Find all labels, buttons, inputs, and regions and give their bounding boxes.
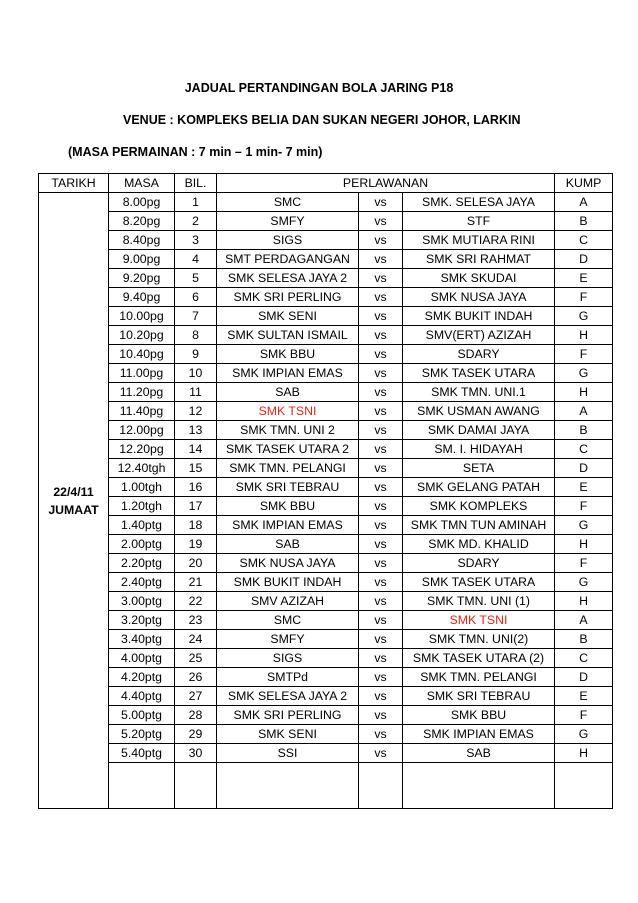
away-team-cell: SMK KOMPLEKS	[403, 497, 555, 516]
away-team-cell: SDARY	[403, 345, 555, 364]
home-team-cell: SMK TASEK UTARA 2	[217, 440, 359, 459]
home-team-cell: SMT PERDAGANGAN	[217, 250, 359, 269]
table-row	[39, 459, 613, 478]
time-cell: 2.40ptg	[109, 573, 175, 592]
vs-cell: vs	[359, 231, 403, 250]
time-cell: 8.00pg	[109, 193, 175, 212]
vs-cell: vs	[359, 459, 403, 478]
away-team-cell: SMK BBU	[403, 706, 555, 725]
home-team-cell: SMFY	[217, 630, 359, 649]
group-cell: E	[555, 478, 613, 497]
away-team-cell: SMK TMN. UNI (1)	[403, 592, 555, 611]
match-number-cell: 2	[175, 212, 217, 231]
match-number-cell: 23	[175, 611, 217, 630]
match-number-cell: 17	[175, 497, 217, 516]
home-team-cell: SAB	[217, 383, 359, 402]
home-team-cell: SMC	[217, 193, 359, 212]
match-number-cell: 21	[175, 573, 217, 592]
vs-cell: vs	[359, 516, 403, 535]
group-cell: G	[555, 573, 613, 592]
away-team-cell: SMK SKUDAI	[403, 269, 555, 288]
home-team-cell: SIGS	[217, 231, 359, 250]
vs-cell: vs	[359, 383, 403, 402]
table-row	[39, 516, 613, 535]
match-day: JUMAAT	[48, 502, 99, 517]
table-row	[39, 554, 613, 573]
match-number-cell: 20	[175, 554, 217, 573]
home-team-cell: SMK TMN. UNI 2	[217, 421, 359, 440]
table-row	[39, 231, 613, 250]
match-number-cell: 25	[175, 649, 217, 668]
match-number-cell: 11	[175, 383, 217, 402]
vs-cell: vs	[359, 725, 403, 744]
empty-cell	[359, 763, 403, 809]
away-team-cell: SMK USMAN AWANG	[403, 402, 555, 421]
table-row	[39, 744, 613, 763]
schedule-table	[38, 173, 613, 809]
home-team-cell: SMK BUKIT INDAH	[217, 573, 359, 592]
time-cell: 8.20pg	[109, 212, 175, 231]
time-cell: 1.00tgh	[109, 478, 175, 497]
header-time: MASA	[109, 174, 175, 193]
group-cell: C	[555, 231, 613, 250]
header-no: BIL.	[175, 174, 217, 193]
away-team-cell: SMV(ERT) AZIZAH	[403, 326, 555, 345]
empty-cell	[217, 763, 359, 809]
time-cell: 11.40pg	[109, 402, 175, 421]
time-cell: 10.00pg	[109, 307, 175, 326]
home-team-cell: SAB	[217, 535, 359, 554]
vs-cell: vs	[359, 706, 403, 725]
group-cell: F	[555, 288, 613, 307]
table-row	[39, 383, 613, 402]
time-cell: 12.00pg	[109, 421, 175, 440]
group-cell: A	[555, 611, 613, 630]
group-cell: H	[555, 535, 613, 554]
home-team-cell: SMK SRI PERLING	[217, 706, 359, 725]
schedule-body	[39, 193, 613, 809]
home-team-cell: SMK SENI	[217, 725, 359, 744]
home-team-cell: SMK SELESA JAYA 2	[217, 687, 359, 706]
empty-cell	[555, 763, 613, 809]
away-team-cell: SMK TMN TUN AMINAH	[403, 516, 555, 535]
group-cell: D	[555, 250, 613, 269]
away-team-cell: SMK MD. KHALID	[403, 535, 555, 554]
group-cell: G	[555, 307, 613, 326]
table-row	[39, 269, 613, 288]
home-team-cell: SMK TSNI	[217, 402, 359, 421]
home-team-cell: SMK SRI PERLING	[217, 288, 359, 307]
group-cell: E	[555, 269, 613, 288]
group-cell: E	[555, 687, 613, 706]
vs-cell: vs	[359, 497, 403, 516]
home-team-cell: SMK IMPIAN EMAS	[217, 364, 359, 383]
table-row	[39, 573, 613, 592]
home-team-cell: SMTPd	[217, 668, 359, 687]
match-number-cell: 24	[175, 630, 217, 649]
table-row	[39, 497, 613, 516]
match-date: 22/4/11	[53, 484, 94, 499]
away-team-cell: SMK TASEK UTARA	[403, 364, 555, 383]
vs-cell: vs	[359, 421, 403, 440]
vs-cell: vs	[359, 535, 403, 554]
time-cell: 8.40pg	[109, 231, 175, 250]
away-team-cell: SMK SRI TEBRAU	[403, 687, 555, 706]
vs-cell: vs	[359, 364, 403, 383]
away-team-cell: SMK SRI RAHMAT	[403, 250, 555, 269]
table-row	[39, 687, 613, 706]
away-team-cell: SMK TSNI	[403, 611, 555, 630]
time-cell: 11.20pg	[109, 383, 175, 402]
group-cell: A	[555, 193, 613, 212]
table-row	[39, 193, 613, 212]
header-match: PERLAWANAN	[217, 174, 555, 193]
time-cell: 5.00ptg	[109, 706, 175, 725]
away-team-cell: SMK TMN. UNI.1	[403, 383, 555, 402]
away-team-cell: STF	[403, 212, 555, 231]
table-row	[39, 611, 613, 630]
table-row	[39, 649, 613, 668]
table-row	[39, 630, 613, 649]
group-cell: G	[555, 516, 613, 535]
table-row	[39, 326, 613, 345]
time-cell: 2.00ptg	[109, 535, 175, 554]
time-cell: 3.40ptg	[109, 630, 175, 649]
away-team-cell: SMK NUSA JAYA	[403, 288, 555, 307]
match-number-cell: 15	[175, 459, 217, 478]
group-cell: B	[555, 212, 613, 231]
date-day-cell	[39, 193, 109, 809]
time-cell: 4.40ptg	[109, 687, 175, 706]
time-cell: 12.40tgh	[109, 459, 175, 478]
home-team-cell: SMK NUSA JAYA	[217, 554, 359, 573]
vs-cell: vs	[359, 611, 403, 630]
vs-cell: vs	[359, 630, 403, 649]
time-cell: 1.40ptg	[109, 516, 175, 535]
vs-cell: vs	[359, 554, 403, 573]
match-number-cell: 29	[175, 725, 217, 744]
away-team-cell: SDARY	[403, 554, 555, 573]
match-number-cell: 10	[175, 364, 217, 383]
time-cell: 11.00pg	[109, 364, 175, 383]
match-number-cell: 3	[175, 231, 217, 250]
home-team-cell: SMK IMPIAN EMAS	[217, 516, 359, 535]
home-team-cell: SIGS	[217, 649, 359, 668]
home-team-cell: SMC	[217, 611, 359, 630]
time-cell: 10.40pg	[109, 345, 175, 364]
empty-cell	[109, 763, 175, 809]
group-cell: F	[555, 345, 613, 364]
vs-cell: vs	[359, 307, 403, 326]
home-team-cell: SMK BBU	[217, 497, 359, 516]
document-title: JADUAL PERTANDINGAN BOLA JARING P18	[184, 81, 454, 95]
vs-cell: vs	[359, 269, 403, 288]
group-cell: H	[555, 383, 613, 402]
match-number-cell: 30	[175, 744, 217, 763]
group-cell: H	[555, 326, 613, 345]
match-number-cell: 27	[175, 687, 217, 706]
time-cell: 9.40pg	[109, 288, 175, 307]
match-number-cell: 16	[175, 478, 217, 497]
empty-cell	[403, 763, 555, 809]
table-row	[39, 592, 613, 611]
vs-cell: vs	[359, 193, 403, 212]
group-cell: F	[555, 497, 613, 516]
vs-cell: vs	[359, 744, 403, 763]
vs-cell: vs	[359, 592, 403, 611]
time-cell: 9.20pg	[109, 269, 175, 288]
home-team-cell: SMK BBU	[217, 345, 359, 364]
home-team-cell: SMK SULTAN ISMAIL	[217, 326, 359, 345]
table-row	[39, 706, 613, 725]
away-team-cell: SMK TASEK UTARA	[403, 573, 555, 592]
home-team-cell: SMK SRI TEBRAU	[217, 478, 359, 497]
match-number-cell: 6	[175, 288, 217, 307]
home-team-cell: SSI	[217, 744, 359, 763]
group-cell: C	[555, 440, 613, 459]
time-cell: 9.00pg	[109, 250, 175, 269]
table-row	[39, 307, 613, 326]
match-number-cell: 26	[175, 668, 217, 687]
group-cell: B	[555, 421, 613, 440]
home-team-cell: SMK TMN. PELANGI	[217, 459, 359, 478]
header-date: TARIKH	[39, 174, 109, 193]
away-team-cell: SMK BUKIT INDAH	[403, 307, 555, 326]
match-number-cell: 8	[175, 326, 217, 345]
vs-cell: vs	[359, 687, 403, 706]
group-cell: G	[555, 364, 613, 383]
table-row	[39, 345, 613, 364]
time-cell: 1.20tgh	[109, 497, 175, 516]
match-duration-line: (MASA PERMAINAN : 7 min – 1 min- 7 min)	[68, 145, 323, 159]
table-row	[39, 440, 613, 459]
match-number-cell: 5	[175, 269, 217, 288]
away-team-cell: SMK. SELESA JAYA	[403, 193, 555, 212]
match-number-cell: 22	[175, 592, 217, 611]
home-team-cell: SMK SELESA JAYA 2	[217, 269, 359, 288]
away-team-cell: SAB	[403, 744, 555, 763]
group-cell: H	[555, 744, 613, 763]
vs-cell: vs	[359, 288, 403, 307]
table-row	[39, 478, 613, 497]
time-cell: 4.20ptg	[109, 668, 175, 687]
away-team-cell: SMK GELANG PATAH	[403, 478, 555, 497]
time-cell: 2.20ptg	[109, 554, 175, 573]
match-number-cell: 4	[175, 250, 217, 269]
empty-row	[39, 763, 613, 809]
match-number-cell: 14	[175, 440, 217, 459]
match-number-cell: 9	[175, 345, 217, 364]
table-row	[39, 212, 613, 231]
away-team-cell: SETA	[403, 459, 555, 478]
header-row	[39, 174, 613, 193]
away-team-cell: SMK TASEK UTARA (2)	[403, 649, 555, 668]
match-number-cell: 12	[175, 402, 217, 421]
vs-cell: vs	[359, 573, 403, 592]
match-number-cell: 1	[175, 193, 217, 212]
away-team-cell: SM. I. HIDAYAH	[403, 440, 555, 459]
vs-cell: vs	[359, 212, 403, 231]
venue-line: VENUE : KOMPLEKS BELIA DAN SUKAN NEGERI JOHOR, LARKIN	[123, 113, 521, 127]
table-row	[39, 668, 613, 687]
away-team-cell: SMK TMN. PELANGI	[403, 668, 555, 687]
group-cell: F	[555, 554, 613, 573]
away-team-cell: SMK DAMAI JAYA	[403, 421, 555, 440]
group-cell: A	[555, 402, 613, 421]
away-team-cell: SMK IMPIAN EMAS	[403, 725, 555, 744]
group-cell: D	[555, 459, 613, 478]
vs-cell: vs	[359, 345, 403, 364]
time-cell: 3.20ptg	[109, 611, 175, 630]
group-cell: B	[555, 630, 613, 649]
time-cell: 12.20pg	[109, 440, 175, 459]
match-number-cell: 19	[175, 535, 217, 554]
match-number-cell: 7	[175, 307, 217, 326]
time-cell: 10.20pg	[109, 326, 175, 345]
home-team-cell: SMFY	[217, 212, 359, 231]
table-row	[39, 725, 613, 744]
vs-cell: vs	[359, 668, 403, 687]
group-cell: F	[555, 706, 613, 725]
match-number-cell: 13	[175, 421, 217, 440]
table-row	[39, 250, 613, 269]
table-row	[39, 288, 613, 307]
match-number-cell: 18	[175, 516, 217, 535]
away-team-cell: SMK MUTIARA RINI	[403, 231, 555, 250]
time-cell: 3.00ptg	[109, 592, 175, 611]
vs-cell: vs	[359, 649, 403, 668]
empty-cell	[175, 763, 217, 809]
vs-cell: vs	[359, 402, 403, 421]
vs-cell: vs	[359, 326, 403, 345]
vs-cell: vs	[359, 250, 403, 269]
group-cell: H	[555, 592, 613, 611]
time-cell: 4.00ptg	[109, 649, 175, 668]
group-cell: C	[555, 649, 613, 668]
vs-cell: vs	[359, 440, 403, 459]
table-row	[39, 535, 613, 554]
away-team-cell: SMK TMN. UNI(2)	[403, 630, 555, 649]
vs-cell: vs	[359, 478, 403, 497]
time-cell: 5.40ptg	[109, 744, 175, 763]
home-team-cell: SMK SENI	[217, 307, 359, 326]
table-row	[39, 364, 613, 383]
table-row	[39, 421, 613, 440]
time-cell: 5.20ptg	[109, 725, 175, 744]
home-team-cell: SMV AZIZAH	[217, 592, 359, 611]
header-group: KUMP	[555, 174, 613, 193]
group-cell: D	[555, 668, 613, 687]
group-cell: G	[555, 725, 613, 744]
match-number-cell: 28	[175, 706, 217, 725]
table-row	[39, 402, 613, 421]
